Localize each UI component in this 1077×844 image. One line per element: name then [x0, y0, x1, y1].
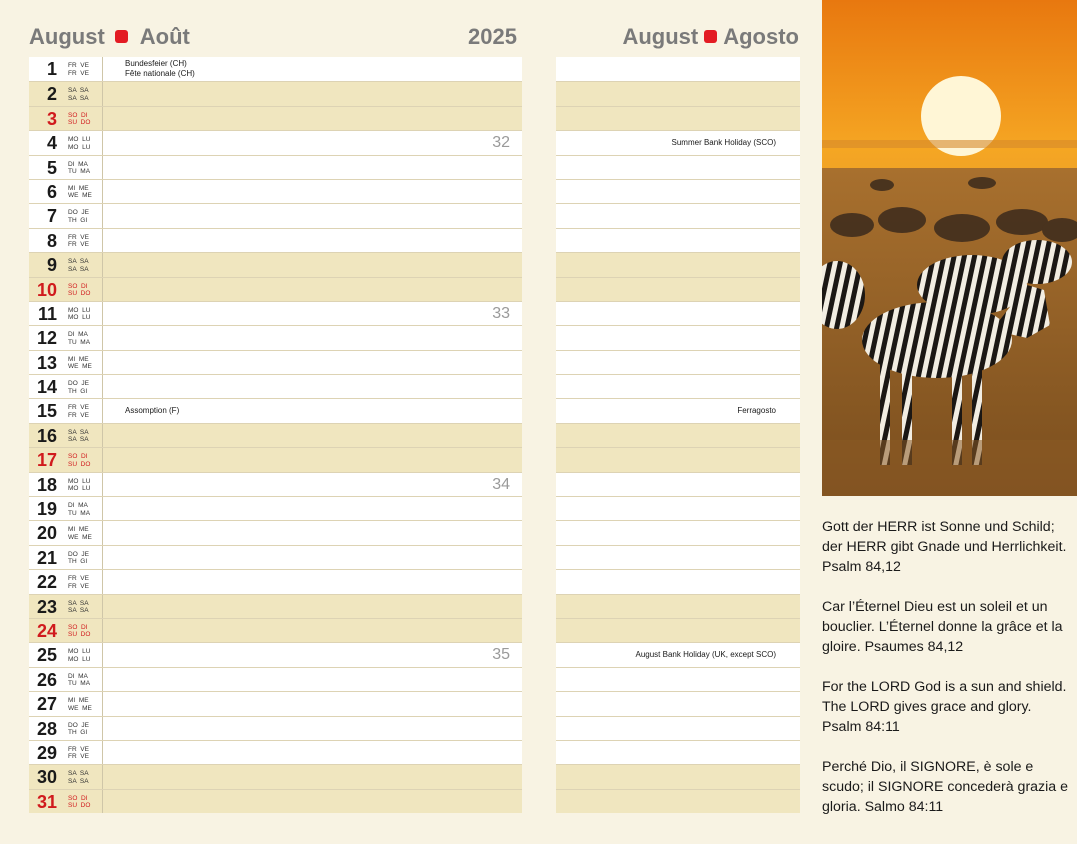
day-row[interactable]: [29, 81, 522, 105]
weekday-abbr-de-fr: FR VE: [68, 575, 89, 583]
weekday-abbr: [68, 87, 89, 102]
day-row-notes[interactable]: [556, 277, 800, 301]
day-row-notes[interactable]: [556, 520, 800, 544]
week-number: 32: [492, 134, 510, 152]
day-number: 30: [36, 767, 57, 788]
weekday-abbr: [68, 161, 90, 176]
weekday-abbr-en-it: TU MA: [68, 168, 91, 176]
weekday-abbr-en-it: TH GI: [68, 729, 88, 737]
weekday-abbr-en-it: TU MA: [68, 509, 91, 517]
column-divider: [102, 107, 103, 130]
weekday-abbr-de-fr: MI ME: [68, 184, 89, 192]
weekday-abbr: [68, 62, 89, 77]
weekday-abbr-de-fr: FR VE: [68, 404, 89, 412]
weekday-abbr-de-fr: SO DI: [68, 282, 88, 290]
day-row-notes[interactable]: [556, 57, 800, 81]
weekday-abbr: [68, 136, 90, 151]
day-number: 27: [36, 694, 57, 715]
day-number: 28: [36, 718, 57, 739]
holiday-note: Ferragosto: [737, 406, 776, 416]
day-row[interactable]: [29, 716, 522, 740]
weekday-abbr-en-it: TU MA: [68, 680, 91, 688]
day-number: 4: [46, 133, 57, 154]
weekday-abbr-de-fr: SA SA: [68, 258, 89, 266]
weekday-abbr-en-it: SA SA: [68, 436, 89, 444]
weekday-abbr-de-fr: DI MA: [68, 331, 88, 339]
day-row-notes[interactable]: [556, 764, 800, 788]
column-divider: [102, 692, 103, 715]
day-row[interactable]: [29, 642, 522, 666]
day-row[interactable]: [29, 350, 522, 374]
column-divider: [102, 180, 103, 203]
day-number: 13: [36, 352, 57, 373]
day-row-notes[interactable]: [556, 545, 800, 569]
weekday-abbr-en-it: SA SA: [68, 94, 89, 102]
weekday-abbr-en-it: SU DO: [68, 460, 91, 468]
column-divider: [102, 351, 103, 374]
weekday-abbr-de-fr: FR VE: [68, 62, 89, 69]
day-row[interactable]: [29, 57, 522, 81]
weekday-abbr-en-it: SU DO: [68, 631, 91, 639]
day-number: 17: [36, 450, 57, 471]
weekday-abbr-de-fr: MI ME: [68, 697, 89, 705]
day-row[interactable]: [29, 228, 522, 252]
column-divider: [102, 375, 103, 398]
weekday-abbr-de-fr: MO LU: [68, 136, 91, 144]
weekday-abbr-en-it: TH GI: [68, 558, 88, 566]
column-divider: [102, 668, 103, 691]
weekday-abbr-de-fr: DO JE: [68, 209, 89, 217]
weekday-abbr-en-it: MO LU: [68, 143, 91, 151]
day-row[interactable]: [29, 496, 522, 520]
day-row[interactable]: [29, 789, 522, 813]
day-row-notes[interactable]: [556, 569, 800, 593]
weekday-abbr: [68, 502, 90, 517]
red-dot-icon: [115, 30, 128, 43]
day-row-notes[interactable]: [556, 252, 800, 276]
column-divider: [102, 790, 103, 813]
column-divider: [102, 326, 103, 349]
day-number: 5: [46, 157, 57, 178]
column-divider: [102, 448, 103, 471]
weekday-abbr: [68, 380, 89, 395]
day-row[interactable]: [29, 691, 522, 715]
holiday-note: August Bank Holiday (UK, except SCO): [635, 650, 776, 660]
column-divider: [102, 521, 103, 544]
weekday-abbr: [68, 551, 89, 566]
day-number: 21: [36, 547, 57, 568]
weekday-abbr-de-fr: DI MA: [68, 160, 88, 168]
weekday-abbr-en-it: TH GI: [68, 387, 88, 395]
weekday-abbr-de-fr: SA SA: [68, 770, 89, 778]
weekday-abbr-de-fr: SO DI: [68, 623, 88, 631]
weekday-abbr-de-fr: DO JE: [68, 721, 89, 729]
zebra-sunset-photo: [822, 0, 1077, 496]
day-row[interactable]: [29, 155, 522, 179]
day-number: 8: [46, 230, 57, 251]
day-row[interactable]: [29, 203, 522, 227]
day-row-notes[interactable]: [556, 179, 800, 203]
day-row[interactable]: [29, 130, 522, 154]
day-row[interactable]: [29, 667, 522, 691]
day-row-notes[interactable]: [556, 618, 800, 642]
weekday-abbr: [68, 795, 90, 810]
day-row[interactable]: [29, 301, 522, 325]
weekday-abbr-en-it: FR VE: [68, 241, 89, 249]
column-divider: [102, 717, 103, 740]
weekday-abbr: [68, 234, 89, 249]
column-divider: [102, 57, 103, 81]
day-row[interactable]: [29, 764, 522, 788]
verse-it: Perché Dio, il SIGNORE, è sole e scudo; il SIGNORE concederà grazia e gloria. Salmo 84:11: [822, 759, 1069, 815]
day-number: 1: [46, 59, 57, 79]
day-row-notes[interactable]: [556, 472, 800, 496]
column-divider: [102, 229, 103, 252]
weekday-abbr-en-it: FR VE: [68, 69, 89, 77]
weekday-abbr: [68, 429, 89, 444]
column-divider: [102, 82, 103, 105]
left-day-grid: [29, 57, 522, 813]
day-number: 20: [36, 523, 57, 544]
weekday-abbr-de-fr: FR VE: [68, 745, 89, 753]
day-row[interactable]: [29, 423, 522, 447]
weekday-abbr-de-fr: MO LU: [68, 648, 91, 656]
weekday-abbr-de-fr: SO DI: [68, 794, 88, 802]
verse-de: Gott der HERR ist Sonne und Schild; der HERR gibt Gnade und Herrlichkeit. Psalm 84,12: [822, 519, 1067, 575]
holiday-note: Summer Bank Holiday (SCO): [671, 138, 776, 148]
weekday-abbr-en-it: MO LU: [68, 314, 91, 322]
weekday-abbr-de-fr: SA SA: [68, 599, 89, 607]
day-row[interactable]: [29, 618, 522, 642]
weekday-abbr-de-fr: DI MA: [68, 502, 88, 510]
day-row-notes[interactable]: [556, 228, 800, 252]
weekday-abbr: [68, 185, 92, 200]
day-row-notes[interactable]: [556, 81, 800, 105]
column-divider: [102, 156, 103, 179]
weekday-abbr: [68, 697, 92, 712]
weekday-abbr-en-it: SA SA: [68, 265, 89, 273]
weekday-abbr-de-fr: MI ME: [68, 355, 89, 363]
weekday-abbr-en-it: FR VE: [68, 753, 89, 761]
day-number: 19: [36, 499, 57, 520]
weekday-abbr: [68, 526, 92, 541]
weekday-abbr: [68, 307, 90, 322]
holiday-note-line: Fête nationale (CH): [125, 69, 195, 78]
column-divider: [102, 765, 103, 788]
day-row[interactable]: [29, 252, 522, 276]
column-divider: [102, 424, 103, 447]
weekday-abbr-en-it: SU DO: [68, 802, 91, 810]
weekday-abbr-en-it: MO LU: [68, 655, 91, 663]
year-title: 2025: [468, 24, 517, 49]
day-number: 10: [36, 279, 57, 300]
column-divider: [102, 497, 103, 520]
day-row-notes[interactable]: [556, 642, 800, 666]
column-divider: [102, 570, 103, 593]
weekday-abbr-en-it: SU DO: [68, 290, 91, 298]
weekday-abbr-de-fr: SO DI: [68, 453, 88, 461]
column-divider: [102, 546, 103, 569]
day-row[interactable]: [29, 740, 522, 764]
weekday-abbr: [68, 770, 89, 785]
day-row-notes[interactable]: [556, 301, 800, 325]
day-row[interactable]: [29, 594, 522, 618]
day-row-notes[interactable]: [556, 496, 800, 520]
right-day-grid: [556, 57, 800, 813]
weekday-abbr: [68, 331, 90, 346]
weekday-abbr-en-it: TU MA: [68, 338, 91, 346]
day-number: 22: [36, 572, 57, 593]
day-number: 14: [36, 377, 57, 398]
weekday-abbr-de-fr: FR VE: [68, 233, 89, 241]
weekday-abbr-de-fr: MO LU: [68, 306, 91, 314]
day-number: 31: [36, 791, 57, 812]
day-number: 23: [36, 596, 57, 617]
day-number: 12: [36, 328, 57, 349]
day-row-notes[interactable]: [556, 667, 800, 691]
verse-en: For the LORD God is a sun and shield. The LORD gives grace and glory. Psalm 84:11: [822, 679, 1067, 735]
weekday-abbr: [68, 112, 90, 127]
weekday-abbr-de-fr: MI ME: [68, 526, 89, 534]
day-row-notes[interactable]: [556, 398, 800, 422]
week-number: 34: [492, 475, 510, 493]
day-row-notes[interactable]: [556, 716, 800, 740]
day-number: 9: [46, 255, 57, 276]
weekday-abbr-en-it: SU DO: [68, 119, 91, 127]
day-row-notes[interactable]: [556, 423, 800, 447]
day-row-notes[interactable]: [556, 740, 800, 764]
weekday-abbr: [68, 673, 90, 688]
weekday-abbr-en-it: SA SA: [68, 607, 89, 615]
day-number: 29: [36, 742, 57, 763]
column-divider: [102, 595, 103, 618]
day-number: 3: [46, 108, 57, 129]
day-row-notes[interactable]: [556, 691, 800, 715]
day-row[interactable]: [29, 447, 522, 471]
month-title-it: Agosto: [723, 24, 799, 49]
bible-verses: [822, 517, 1072, 837]
day-row-notes[interactable]: [556, 325, 800, 349]
holiday-note: [125, 406, 179, 416]
weekday-abbr-en-it: TH GI: [68, 216, 88, 224]
holiday-note-line: Bundesfeier (CH): [125, 59, 187, 68]
day-row-notes[interactable]: [556, 374, 800, 398]
red-dot-icon: [704, 30, 717, 43]
day-row[interactable]: [29, 569, 522, 593]
column-divider: [102, 619, 103, 642]
weekday-abbr: [68, 746, 89, 761]
weekday-abbr-de-fr: DO JE: [68, 550, 89, 558]
day-number: 25: [36, 645, 57, 666]
column-divider: [102, 473, 103, 496]
verse-fr: Car l’Éternel Dieu est un soleil et un bouclier. L’Éternel donne la grâce et la gloire. Psaumes 84,12: [822, 599, 1063, 655]
day-number: 15: [36, 401, 57, 422]
month-title-de: August: [29, 24, 105, 49]
weekday-abbr-de-fr: SA SA: [68, 428, 89, 436]
weekday-abbr: [68, 258, 89, 273]
weekday-abbr: [68, 478, 90, 493]
week-number: 35: [492, 646, 510, 664]
weekday-abbr-en-it: FR VE: [68, 582, 89, 590]
header-right: [622, 24, 799, 50]
column-divider: [102, 302, 103, 325]
weekday-abbr-en-it: WE ME: [68, 192, 92, 200]
day-row[interactable]: [29, 374, 522, 398]
weekday-abbr: [68, 575, 89, 590]
day-number: 11: [37, 303, 57, 324]
holiday-note-line: Assomption (F): [125, 406, 180, 416]
day-row-notes[interactable]: [556, 203, 800, 227]
weekday-abbr: [68, 453, 90, 468]
day-row[interactable]: [29, 398, 522, 422]
day-row-notes[interactable]: [556, 447, 800, 471]
weekday-abbr-de-fr: DO JE: [68, 380, 89, 388]
month-title-en: August: [622, 24, 699, 49]
day-row[interactable]: [29, 520, 522, 544]
day-row-notes[interactable]: [556, 130, 800, 154]
weekday-abbr: [68, 283, 90, 298]
holiday-note: [125, 59, 195, 79]
weekday-abbr: [68, 624, 90, 639]
weekday-abbr-de-fr: MO LU: [68, 477, 91, 485]
column-divider: [102, 204, 103, 227]
day-row-notes[interactable]: [556, 106, 800, 130]
weekday-abbr: [68, 722, 89, 737]
day-number: 26: [36, 669, 57, 690]
weekday-abbr-en-it: WE ME: [68, 704, 92, 712]
day-number: 18: [36, 474, 57, 495]
day-number: 2: [46, 84, 57, 105]
weekday-abbr-en-it: MO LU: [68, 485, 91, 493]
header-left: [29, 24, 190, 50]
column-divider: [102, 741, 103, 764]
weekday-abbr: [68, 648, 90, 663]
column-divider: [102, 253, 103, 276]
day-row[interactable]: [29, 277, 522, 301]
weekday-abbr: [68, 600, 89, 615]
column-divider: [102, 399, 103, 422]
day-row-notes[interactable]: [556, 350, 800, 374]
column-divider: [102, 643, 103, 666]
weekday-abbr: [68, 404, 89, 419]
day-row[interactable]: [29, 179, 522, 203]
weekday-abbr-de-fr: SA SA: [68, 87, 89, 95]
day-number: 16: [36, 425, 57, 446]
weekday-abbr-en-it: WE ME: [68, 533, 92, 541]
month-title-fr: Août: [139, 24, 190, 49]
day-row[interactable]: [29, 325, 522, 349]
day-row-notes[interactable]: [556, 594, 800, 618]
weekday-abbr-de-fr: DI MA: [68, 672, 88, 680]
column-divider: [102, 278, 103, 301]
day-number: 6: [46, 181, 57, 202]
weekday-abbr-en-it: FR VE: [68, 411, 89, 419]
day-row[interactable]: [29, 472, 522, 496]
day-row-notes[interactable]: [556, 155, 800, 179]
weekday-abbr-de-fr: SO DI: [68, 111, 88, 119]
day-row-notes[interactable]: [556, 789, 800, 813]
week-number: 33: [492, 304, 510, 322]
weekday-abbr: [68, 356, 92, 371]
day-number: 7: [46, 206, 57, 227]
column-divider: [102, 131, 103, 154]
day-row[interactable]: [29, 545, 522, 569]
weekday-abbr: [68, 209, 89, 224]
weekday-abbr-en-it: WE ME: [68, 363, 92, 371]
day-number: 24: [36, 620, 57, 641]
day-row[interactable]: [29, 106, 522, 130]
weekday-abbr-en-it: SA SA: [68, 777, 89, 785]
